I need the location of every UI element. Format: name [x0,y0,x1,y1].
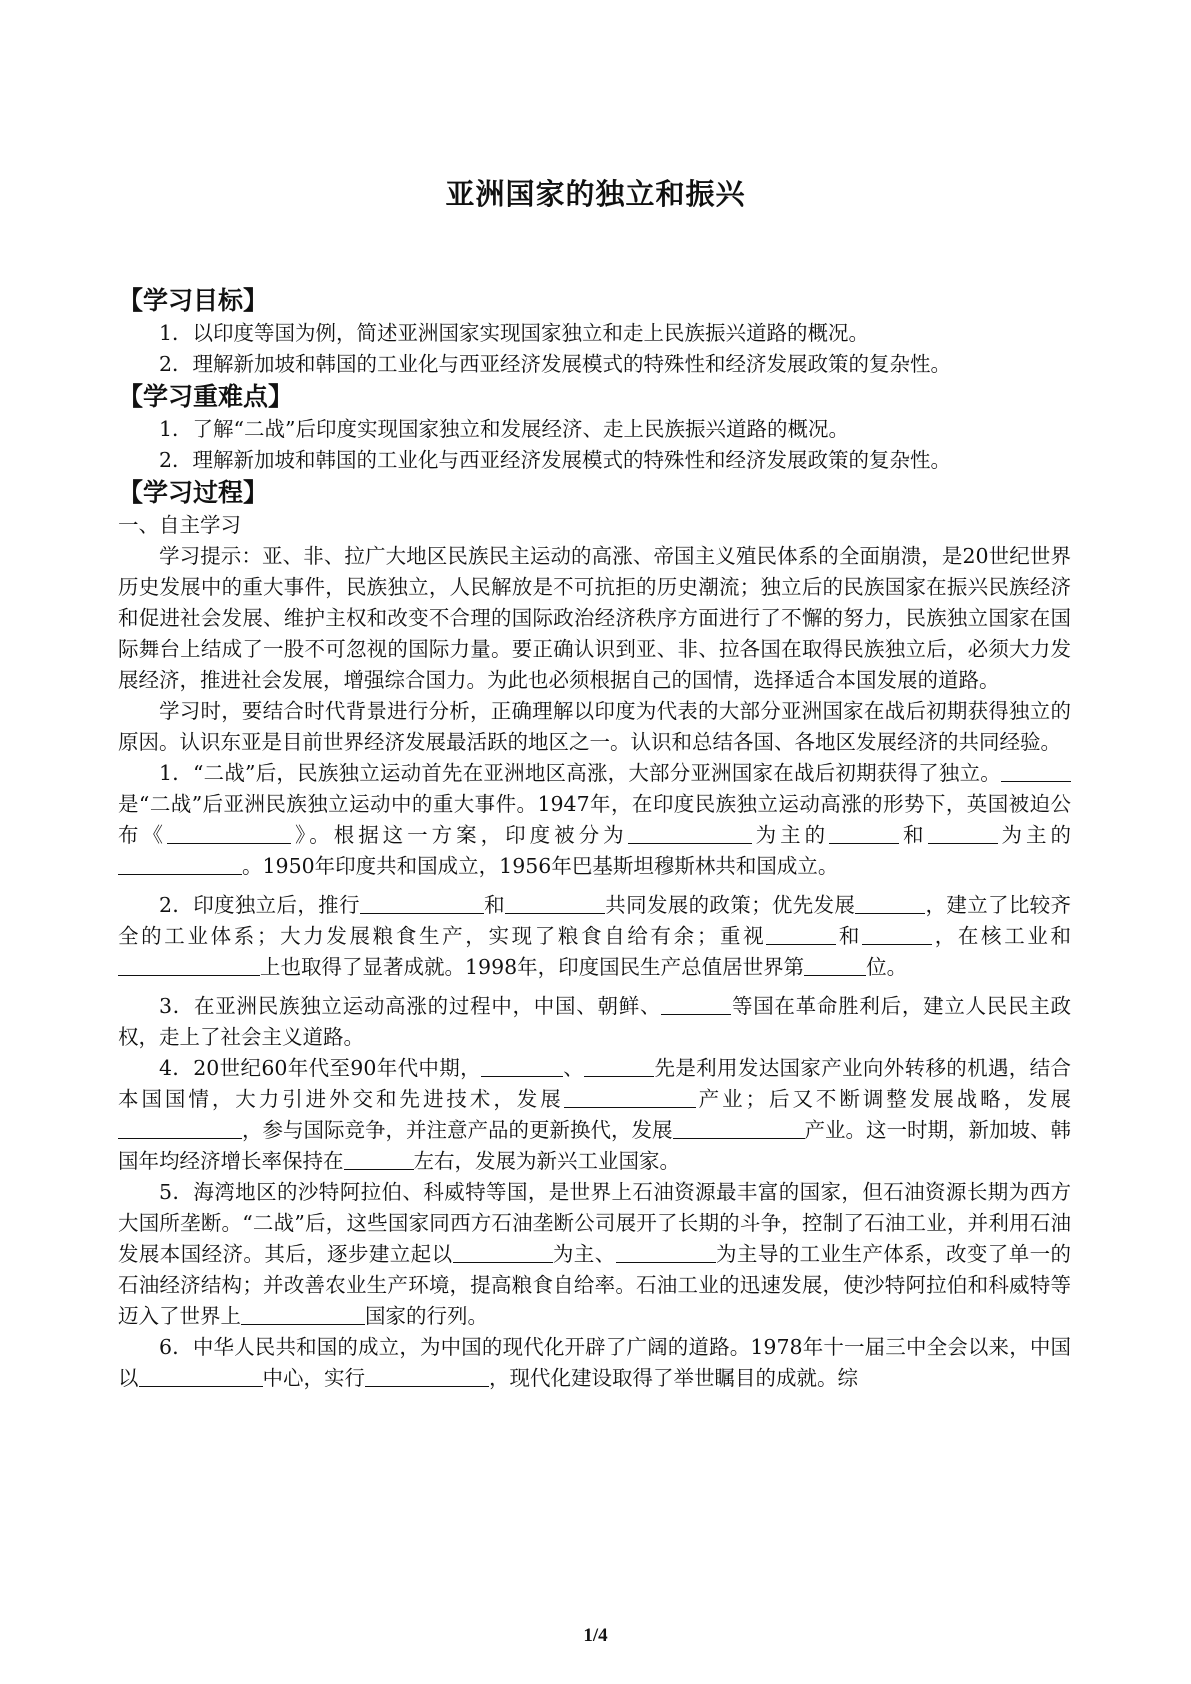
page-number [0,1625,1191,1647]
fill-blank [855,893,925,915]
question-1 [118,758,1071,882]
question-text: 上也取得了显著成就。1998年，印度国民生产总值居世界第 [260,955,805,979]
goal-item: 2．理解新加坡和韩国的工业化与西亚经济发展模式的特殊性和经济发展政策的复杂性。 [159,352,952,376]
fill-blank [118,955,260,977]
question-4 [118,1053,1071,1177]
question-3 [118,991,1071,1053]
fill-blank [673,1118,805,1140]
fill-blank [481,1056,563,1078]
fill-blank [365,1366,489,1388]
key-item: 1．了解“二战”后印度实现国家独立和发展经济、走上民族振兴道路的概况。 [159,417,850,441]
question-text: 4．20世纪60年代至90年代中期， [159,1056,481,1080]
page-separator: / [592,1625,599,1646]
section-heading-process: 【学习过程】 [118,478,269,507]
page-title: 亚洲国家的独立和振兴 [445,177,746,211]
question-text: 6．中华人民共和国的成立，为中国的现代化开辟了广阔的道路。1978年十一届三中全会以来，中国以 [118,1335,1071,1390]
question-text: 、 [562,1056,585,1080]
question-text: 。1950年印度共和国成立，1956年巴基斯坦穆斯林共和国成立。 [242,854,839,878]
question-text: 和 [899,823,928,847]
fill-blank [804,955,866,977]
question-6 [118,1332,1071,1394]
question-text: 中心，实行 [262,1366,365,1390]
fill-blank [139,1366,263,1388]
question-text: 》。根据这一方案，印度被分为 [290,823,628,847]
fill-blank [766,924,836,946]
fill-blank [118,1118,242,1140]
fill-blank [661,994,731,1016]
question-text: 和 [836,924,863,948]
question-text: 为主的 [751,823,830,847]
question-5 [118,1177,1071,1332]
fill-blank [453,1242,553,1264]
question-text: 位。 [866,955,908,979]
goal-item: 1．以印度等国为例，简述亚洲国家实现国家独立和走上民族振兴道路的概况。 [159,321,870,345]
total-pages: 4 [598,1625,608,1646]
fill-blank [344,1149,414,1171]
fill-blank [1001,761,1071,783]
fill-blank [505,893,605,915]
question-text: 是“二战”后亚洲民族独立运动中的重大事件。1947年，在印度民族独立运动高涨的形势下，英国被迫公布《 [118,792,1071,847]
current-page: 1 [583,1625,593,1646]
question-text: 产业。这一时期，新加坡、韩国年均经济增长率保持在 [118,1118,1071,1173]
fill-blank [628,823,752,845]
fill-blank [118,854,242,876]
question-2 [118,890,1071,983]
study-hint-paragraph: 学习时，要结合时代背景进行分析，正确理解以印度为代表的大部分亚洲国家在战后初期获得独立的原因。认识东亚是目前世界经济发展最活跃的地区之一。认识和总结各国、各地区发展经济的共同经验。 [118,699,1071,754]
key-item: 2．理解新加坡和韩国的工业化与西亚经济发展模式的特殊性和经济发展政策的复杂性。 [159,448,952,472]
question-text: 1．“二战”后，民族独立运动首先在亚洲地区高涨，大部分亚洲国家在战后初期获得了独立。 [159,761,1001,785]
subsection-heading: 一、自主学习 [118,513,241,537]
section-heading-keys: 【学习重难点】 [118,382,294,411]
section-heading-goals: 【学习目标】 [118,286,269,315]
question-text: 左右，发展为新兴工业国家。 [413,1149,680,1173]
fill-blank [616,1242,716,1264]
question-text: 和 [483,893,505,917]
fill-blank [167,823,291,845]
fill-blank [241,1304,365,1326]
question-text: ，参与国际竞争，并注意产品的更新换代，发展 [242,1118,673,1142]
question-text: 等国在革命胜利后，建立人民民主政权，走上了社会主义道路。 [118,994,1071,1049]
question-text: ，建立了比较齐全的工业体系；大力发展粮食生产，实现了粮食自给有余；重视 [118,893,1072,948]
question-text: 5．海湾地区的沙特阿拉伯、科威特等国，是世界上石油资源最丰富的国家，但石油资源长期为西方大国所垄断。“二战”后，这些国家同西方石油垄断公司展开了长期的斗争，控制了石油工业，并利用石油发展本国经济。其后，逐步建立起以 [118,1180,1071,1266]
question-text: 国家的行列。 [365,1304,488,1328]
question-text: 3．在亚洲民族独立运动高涨的过程中，中国、朝鲜、 [159,994,662,1018]
question-text: ，在核工业和 [932,924,1072,948]
question-text: 先是利用发达国家产业向外转移的机遇，结合本国国情，大力引进外交和先进技术，发展 [118,1056,1071,1111]
question-text: 共同发展的政策；优先发展 [604,893,856,917]
question-text: 产业；后又不断调整发展战略，发展 [695,1087,1072,1111]
study-hint-paragraph: 学习提示：亚、非、拉广大地区民族民主运动的高涨、帝国主义殖民体系的全面崩溃，是20世纪世界历史发展中的重大事件，民族独立，人民解放是不可抗拒的历史潮流；独立后的民族国家在振兴民族经济和促进社会发展、维护主权和改变不合理的国际政治经济秩序方面进行了不懈的努力，民族独立国家在国际舞台上结成了一股不可忽视的国际力量。要正确认识到亚、非、拉各国在取得民族独立后，必须大力发展经济，推进社会发展，增强综合国力。为此也必须根据自己的国情，选择适合本国发展的道路。 [118,544,1071,692]
question-text: 为主、 [552,1242,616,1266]
fill-blank [584,1056,654,1078]
question-text: 2．印度独立后，推行 [159,893,360,917]
question-text: 为主的 [997,823,1072,847]
fill-blank [862,924,932,946]
document-body [118,284,1071,1394]
fill-blank [829,823,899,845]
question-text: ，现代化建设取得了举世瞩目的成就。综 [489,1366,858,1390]
fill-blank [564,1087,696,1109]
question-text: 为主导的工业生产体系，改变了单一的石油经济结构；并改善农业生产环境，提高粮食自给率。石油工业的迅速发展，使沙特阿拉伯和科威特等迈入了世界上 [118,1242,1072,1328]
fill-blank [928,823,998,845]
fill-blank [360,893,484,915]
